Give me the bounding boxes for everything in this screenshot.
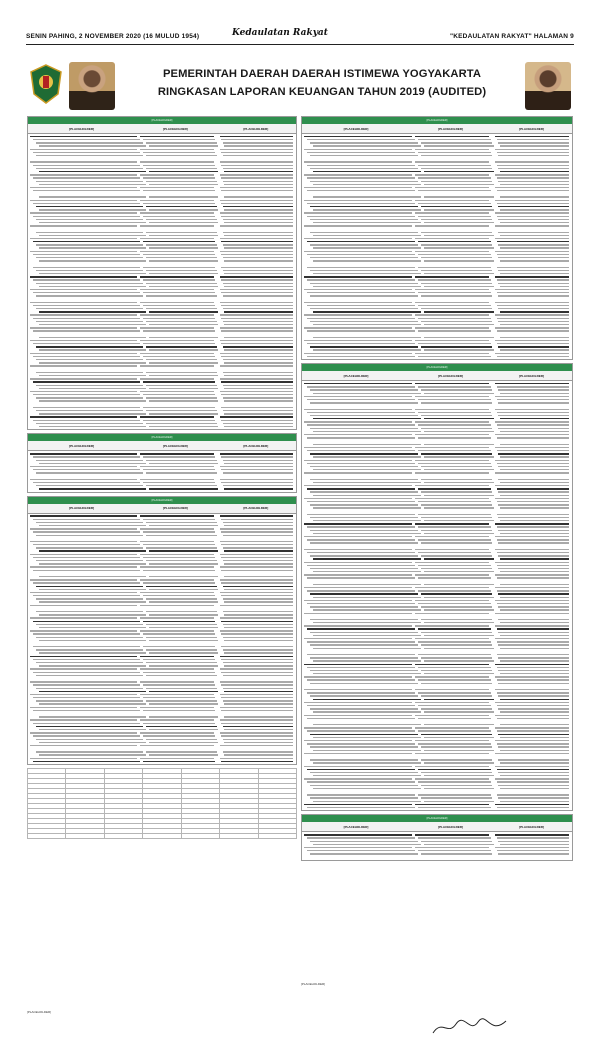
left-column bbox=[27, 116, 297, 839]
panel-header: [PLACEHOLDER] bbox=[28, 497, 296, 504]
table-body bbox=[302, 832, 572, 860]
panel-header: [PLACEHOLDER] bbox=[302, 364, 572, 371]
table-header bbox=[302, 371, 572, 381]
table-body bbox=[28, 134, 296, 429]
table-row bbox=[302, 856, 572, 859]
column-header: [PLACEHOLDER] bbox=[162, 126, 188, 131]
right-panel-0 bbox=[301, 116, 573, 360]
table-body bbox=[302, 134, 572, 359]
table-row bbox=[28, 425, 296, 428]
table-header bbox=[302, 124, 572, 134]
column-header: [PLACEHOLDER] bbox=[343, 373, 369, 378]
column-header: [PLACEHOLDER] bbox=[438, 126, 463, 131]
signature-icon bbox=[430, 1016, 510, 1038]
left-panel-1 bbox=[27, 433, 297, 492]
table-row bbox=[302, 355, 572, 358]
notes-right: [PLACEHOLDER] bbox=[301, 982, 326, 986]
official-portrait-left bbox=[69, 62, 115, 110]
right-panel-1 bbox=[301, 363, 573, 811]
footer-table bbox=[27, 768, 297, 839]
table-header bbox=[28, 124, 296, 134]
column-header: [PLACEHOLDER] bbox=[519, 824, 544, 829]
table-row bbox=[28, 487, 296, 490]
panel-header: [PLACEHOLDER] bbox=[28, 434, 296, 441]
panel-header: [PLACEHOLDER] bbox=[28, 117, 296, 124]
left-panel-0 bbox=[27, 116, 297, 430]
panel-header: [PLACEHOLDER] bbox=[302, 117, 572, 124]
panel-header: [PLACEHOLDER] bbox=[302, 815, 572, 822]
column-header: [PLACEHOLDER] bbox=[438, 373, 463, 378]
table-row bbox=[302, 806, 572, 809]
government-emblem-icon bbox=[29, 64, 63, 104]
masthead bbox=[0, 0, 600, 58]
official-portrait-right bbox=[525, 62, 571, 110]
masthead-rule bbox=[26, 44, 574, 45]
column-header: [PLACEHOLDER] bbox=[69, 506, 95, 510]
column-header: [PLACEHOLDER] bbox=[162, 443, 188, 448]
notes-left: [PLACEHOLDER] bbox=[27, 1010, 52, 1014]
right-column bbox=[301, 116, 573, 864]
issue-date: SENIN PAHING, 2 NOVEMBER 2020 (16 MULUD 1954) bbox=[26, 33, 200, 40]
column-header: [PLACEHOLDER] bbox=[519, 126, 544, 131]
newspaper-logo-text: Kedaulatan Rakyat bbox=[232, 28, 328, 38]
column-header: [PLACEHOLDER] bbox=[519, 373, 544, 378]
column-header: [PLACEHOLDER] bbox=[69, 443, 95, 448]
column-header: [PLACEHOLDER] bbox=[69, 126, 95, 131]
column-header: [PLACEHOLDER] bbox=[343, 824, 369, 829]
table-header bbox=[28, 504, 296, 514]
table-body bbox=[28, 451, 296, 491]
table-header bbox=[28, 441, 296, 451]
banner-title-line-2: RINGKASAN LAPORAN KEUANGAN TAHUN 2019 (AUDITED) bbox=[157, 86, 487, 98]
column-header: [PLACEHOLDER] bbox=[243, 506, 269, 510]
page-label: "KEDAULATAN RAKYAT" HALAMAN 9 bbox=[449, 33, 574, 40]
table-row bbox=[28, 760, 296, 763]
left-panel-2 bbox=[27, 496, 297, 766]
report-banner bbox=[27, 58, 573, 112]
column-header: [PLACEHOLDER] bbox=[243, 443, 269, 448]
table-row bbox=[28, 834, 297, 839]
table-header bbox=[302, 822, 572, 832]
column-header: [PLACEHOLDER] bbox=[243, 126, 269, 131]
table-body bbox=[28, 514, 296, 765]
banner-title-line-1: PEMERINTAH DAERAH DAERAH ISTIMEWA YOGYAKARTA bbox=[162, 68, 482, 80]
column-header: [PLACEHOLDER] bbox=[343, 126, 369, 131]
table-body bbox=[302, 381, 572, 810]
column-header: [PLACEHOLDER] bbox=[162, 506, 188, 510]
right-panel-2 bbox=[301, 814, 573, 861]
column-header: [PLACEHOLDER] bbox=[438, 824, 463, 829]
